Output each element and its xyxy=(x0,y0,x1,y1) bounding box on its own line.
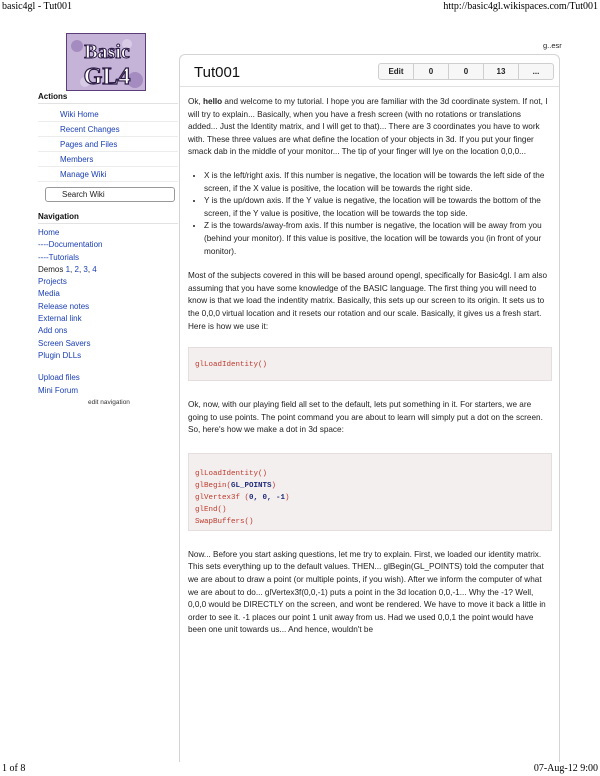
nav-upload-files[interactable]: Upload files xyxy=(38,373,80,383)
intro-paragraph xyxy=(188,96,552,159)
points-paragraph: Ok, now, with our playing field all set to the default, lets put something in it. For starters, we are going to use points. The point command you are about to learn will simply put a dot on the screen. So, here's how we make a dot in 3d space: xyxy=(188,400,543,435)
code-fn: glVertex3f ( xyxy=(195,493,250,502)
actions-list xyxy=(38,107,178,182)
sidebar xyxy=(38,92,178,406)
code-line: glEnd() xyxy=(195,505,227,514)
print-footer-date: 07-Aug-12 9:00 xyxy=(533,763,598,774)
more-button[interactable]: ... xyxy=(518,64,553,79)
edit-navigation-link[interactable]: edit navigation xyxy=(88,398,130,406)
page-content xyxy=(188,96,552,648)
axis-item-z: • Z is the towards/away-from axis. If this number is negative, the location will be away from you (behind your monitor). If this value is positive, the location will be towards you (in front of your monitor). xyxy=(204,220,552,258)
code-block-point xyxy=(188,453,552,531)
explanation-paragraph: Now... Before you start asking questions, let me try to explain. First, we loaded our identity matrix. This sets everything up to the default values. THEN... glBegin(GL_POINTS) told the computer that we are about to draw a point (or multiple points, if you wish). After we inform the computer of what we are about to do... glVertex3f(0,0,-1) puts a point in the 3d location 0,0,-1... Why the -1? Well, 0,0,0 would be DIRECTLY on the screen, and wont be rendered. We have to move it back a little in order to see it. -1 places our point 1 unit away from us. Had we used 0,0,1 the point would have been one unit towards us... And hence, wouldn't be xyxy=(188,549,546,635)
toolbar-count-1[interactable]: 0 xyxy=(413,64,448,79)
code-line: glLoadIdentity() xyxy=(195,469,268,478)
logo-text-gl: GL4 xyxy=(83,64,131,90)
main-panel xyxy=(179,54,560,762)
nav-home[interactable]: Home xyxy=(38,228,60,237)
navigation-heading: Navigation xyxy=(38,212,178,224)
nav-plugin-dlls[interactable]: Plugin DLLs xyxy=(38,350,82,360)
code-line: glLoadIdentity() xyxy=(195,361,268,370)
print-footer xyxy=(0,762,600,776)
title-divider xyxy=(180,86,559,87)
action-members[interactable]: Members xyxy=(38,152,178,167)
print-header xyxy=(0,0,600,14)
nav-external-link[interactable]: External link xyxy=(38,314,82,324)
code-block-identity xyxy=(188,347,552,381)
page-title: Tut001 xyxy=(194,64,241,81)
title-row xyxy=(188,55,551,83)
code-arg: GL_POINTS xyxy=(231,481,272,490)
logo-text-basic: Basic xyxy=(84,41,130,63)
search-wiki-input[interactable]: Search Wiki xyxy=(45,187,175,202)
navigation-list xyxy=(38,227,178,397)
action-recent-changes[interactable]: Recent Changes xyxy=(38,122,178,137)
code-line: SwapBuffers() xyxy=(195,517,254,526)
site-logo-graphic xyxy=(67,34,146,91)
nav-tutorials[interactable]: ----Tutorials xyxy=(38,252,80,262)
nav-mini-forum[interactable]: Mini Forum xyxy=(38,385,79,395)
code-arg: 0, 0, -1 xyxy=(249,493,286,502)
nav-demo-4[interactable]: 4 xyxy=(92,264,97,274)
nav-media[interactable]: Media xyxy=(38,289,60,299)
actions-heading: Actions xyxy=(38,92,178,104)
nav-demo-3[interactable]: 3 xyxy=(83,264,88,274)
code-line xyxy=(195,492,545,504)
axis-list xyxy=(204,170,552,258)
nav-demos-label: Demos xyxy=(38,264,64,274)
action-wiki-home[interactable]: Wiki Home xyxy=(38,107,178,122)
site-logo[interactable] xyxy=(66,33,146,91)
action-pages-and-files[interactable]: Pages and Files xyxy=(38,137,178,152)
code-paren: ) xyxy=(271,481,277,490)
print-footer-page: 1 of 8 xyxy=(2,763,26,774)
nav-spacer xyxy=(38,362,178,372)
nav-documentation[interactable]: ----Documentation xyxy=(38,240,103,250)
nav-demo-2[interactable]: 2 xyxy=(74,264,79,274)
code-line xyxy=(195,480,545,492)
edit-button[interactable]: Edit xyxy=(388,67,404,76)
print-header-url: http://basic4gl.wikispaces.com/Tut001 xyxy=(443,1,598,12)
user-bar[interactable]: g..esr xyxy=(543,41,562,50)
code-fn: glBegin( xyxy=(195,481,232,490)
nav-demo-1[interactable]: 1 xyxy=(65,264,71,274)
toolbar-count-2[interactable]: 0 xyxy=(448,64,483,79)
code-paren: ) xyxy=(285,493,290,502)
nav-projects[interactable]: Projects xyxy=(38,277,67,287)
page-toolbar xyxy=(378,63,554,80)
nav-demos: Demos 1, 2, 3, 4 xyxy=(38,264,97,274)
axis-item-x: • X is the left/right axis. If this number is negative, the location will be towards the left side of the screen, if the X value is positive, the location will be towards the right side. xyxy=(204,170,552,195)
nav-add-ons[interactable]: Add ons xyxy=(38,326,68,336)
intro-text-start: Ok, xyxy=(188,97,204,106)
opengl-paragraph: Most of the subjects covered in this will be based around opengl, specifically for Basic4gl. I am also assuming that you have some knowledge of the BASIC language. The first thing you will need to know is that we load the indentity matrix. Basically, this sets up our screen to its origin. It sets us to the 0,0,0 virtual location and it resets our rotation and our scale. Basically, it gives us a fresh start. Here is how we use it: xyxy=(188,271,548,331)
print-header-title: basic4gl - Tut001 xyxy=(2,1,73,12)
nav-screen-savers[interactable]: Screen Savers xyxy=(38,338,91,348)
action-manage-wiki[interactable]: Manage Wiki xyxy=(38,167,178,182)
intro-text-rest: and welcome to my tutorial. I hope you are familiar with the 3d coordinate system. If not, I will try to explain... Basically, when you have a fresh screen (with no rotations or translations added... Just the Identity matrix, and I will get to that)... There are 3 coordinates you have to work with. These three values are what define the location of your objects in 3d. If you put your finger smack dab in the middle of your monitor... The tip of your finger will lye on the location 0,0,0... xyxy=(188,97,548,157)
nav-release-notes[interactable]: Release notes xyxy=(38,301,90,311)
intro-bold: hello xyxy=(203,97,223,106)
axis-item-y: • Y is the up/down axis. If the Y value is negative, the location will be towards the bottom of the screen, if the Y value is positive, the location will be towards the top side. xyxy=(204,195,552,220)
toolbar-count-3[interactable]: 13 xyxy=(483,64,518,79)
